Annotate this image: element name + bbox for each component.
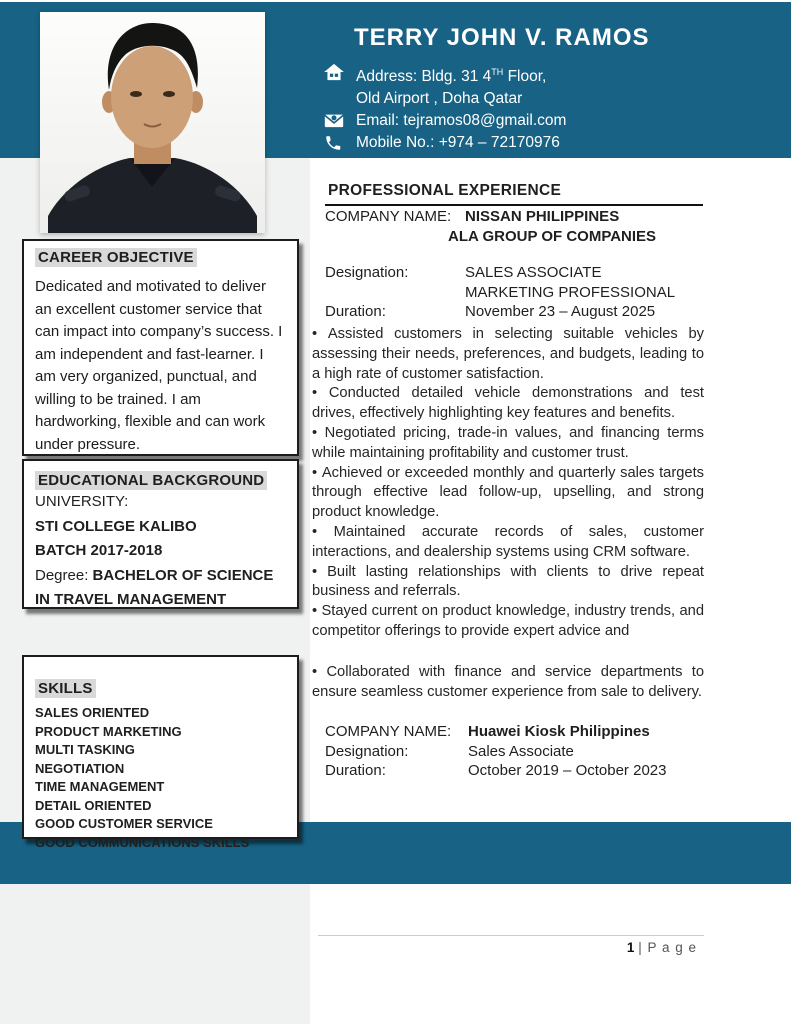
- university-label: UNIVERSITY:: [35, 493, 129, 510]
- designation-line1: SALES ASSOCIATE: [465, 264, 602, 281]
- skill-item: GOOD COMMUNICATIONS SKILLS: [35, 834, 250, 850]
- email-icon: [324, 112, 346, 128]
- company-label: COMPANY NAME:: [325, 208, 452, 225]
- home-icon: [324, 63, 346, 81]
- duration-value: November 23 – August 2025: [465, 303, 656, 320]
- applicant-photo: [40, 12, 265, 233]
- address-line2: Old Airport , Doha Qatar: [356, 90, 523, 108]
- batch-years: BATCH 2017-2018: [35, 542, 163, 559]
- company-name: Huawei Kiosk Philippines: [468, 723, 650, 740]
- company-label: COMPANY NAME:: [325, 723, 452, 740]
- bullet-item: • Achieved or exceeded monthly and quarterly sales targets through effective lead follow-up, upselling, and strong product knowledge.: [312, 464, 704, 523]
- education-heading: EDUCATIONAL BACKGROUND: [35, 471, 267, 490]
- experience-header: [328, 182, 703, 206]
- company-name-line1: NISSAN PHILIPPINES: [465, 208, 620, 225]
- bullet-item: • Negotiated pricing, trade-in values, and financing terms while maintaining profitability and customer trust.: [312, 424, 704, 464]
- footer-rule: [318, 935, 704, 936]
- skill-item: NEGOTIATION: [35, 760, 125, 776]
- contact-address-row: [324, 61, 650, 88]
- bullet-item: • Maintained accurate records of sales, customer interactions, and dealership systems using CRM software.: [312, 523, 704, 563]
- skill-item: GOOD CUSTOMER SERVICE: [35, 816, 213, 831]
- skills-section: [22, 655, 299, 850]
- designation-line2: MARKETING PROFESSIONAL: [465, 283, 676, 301]
- bullet-item: • Conducted detailed vehicle demonstrations and test drives, effectively highlighting key features and benefits.: [312, 384, 704, 424]
- phone-icon: [324, 134, 346, 152]
- duration-value: October 2019 – October 2023: [468, 762, 667, 779]
- career-objective-section: [22, 239, 299, 456]
- degree-line: Degree: BACHELOR OF SCIENCE IN TRAVEL MANAGEMENT: [35, 566, 274, 608]
- skill-item: MULTI TASKING: [35, 742, 135, 757]
- email-text: Email: tejramos08@gmail.com: [356, 112, 567, 130]
- skill-item: SALES ORIENTED: [35, 705, 150, 720]
- job-nissan: [325, 207, 705, 322]
- education-section: [22, 459, 299, 609]
- skill-item: PRODUCT MARKETING: [35, 723, 182, 739]
- skill-item: TIME MANAGEMENT: [35, 779, 165, 794]
- contact-mobile-row: [324, 132, 650, 154]
- header: [324, 24, 650, 154]
- mobile-text: Mobile No.: +974 – 72170976: [356, 134, 560, 152]
- bullet-item-collaborated: • Collaborated with finance and service departments to ensure seamless customer experience from sale to delivery.: [312, 663, 704, 703]
- school-name: STI COLLEGE KALIBO: [35, 517, 197, 535]
- duration-label: Duration:: [325, 303, 386, 320]
- duration-label: Duration:: [325, 762, 386, 779]
- career-objective-heading: CAREER OBJECTIVE: [35, 248, 197, 267]
- designation-label: Designation:: [325, 264, 409, 281]
- experience-bullets: [312, 325, 704, 642]
- bullet-item: • Built lasting relationships with clients to drive repeat business and referrals.: [312, 563, 704, 603]
- job-huawei: [325, 722, 705, 781]
- page-title: TERRY JOHN V. RAMOS: [354, 24, 650, 51]
- company-name-line2: ALA GROUP OF COMPANIES: [448, 227, 657, 245]
- skills-heading: SKILLS: [35, 679, 96, 698]
- skill-item: DETAIL ORIENTED: [35, 797, 152, 813]
- contact-email-row: [324, 110, 650, 132]
- contact-address-row2: [324, 88, 650, 110]
- bullet-item: • Stayed current on product knowledge, industry trends, and competitor offerings to provide expert advice and: [312, 602, 704, 642]
- portrait-illustration: [40, 12, 265, 233]
- bullet-item: • Assisted customers in selecting suitable vehicles by assessing their needs, preferences, and budgets, leading to a high rate of customer satisfaction.: [312, 325, 704, 384]
- page-number: 1 | P a g e: [626, 940, 697, 955]
- designation-value: Sales Associate: [468, 742, 574, 760]
- designation-label: Designation:: [325, 742, 409, 760]
- career-objective-text: Dedicated and motivated to deliver an excellent customer service that can impact into company’s success. I am independent and fast-learner. I am very organized, punctual, and willing to be trained. I am hardworking, flexible and can work under pressure.: [35, 278, 283, 453]
- address-line1: Address: Bldg. 31 4TH Floor,: [356, 67, 547, 86]
- experience-rule: [325, 204, 703, 206]
- experience-heading: PROFESSIONAL EXPERIENCE: [328, 182, 562, 199]
- skills-list: [35, 704, 286, 852]
